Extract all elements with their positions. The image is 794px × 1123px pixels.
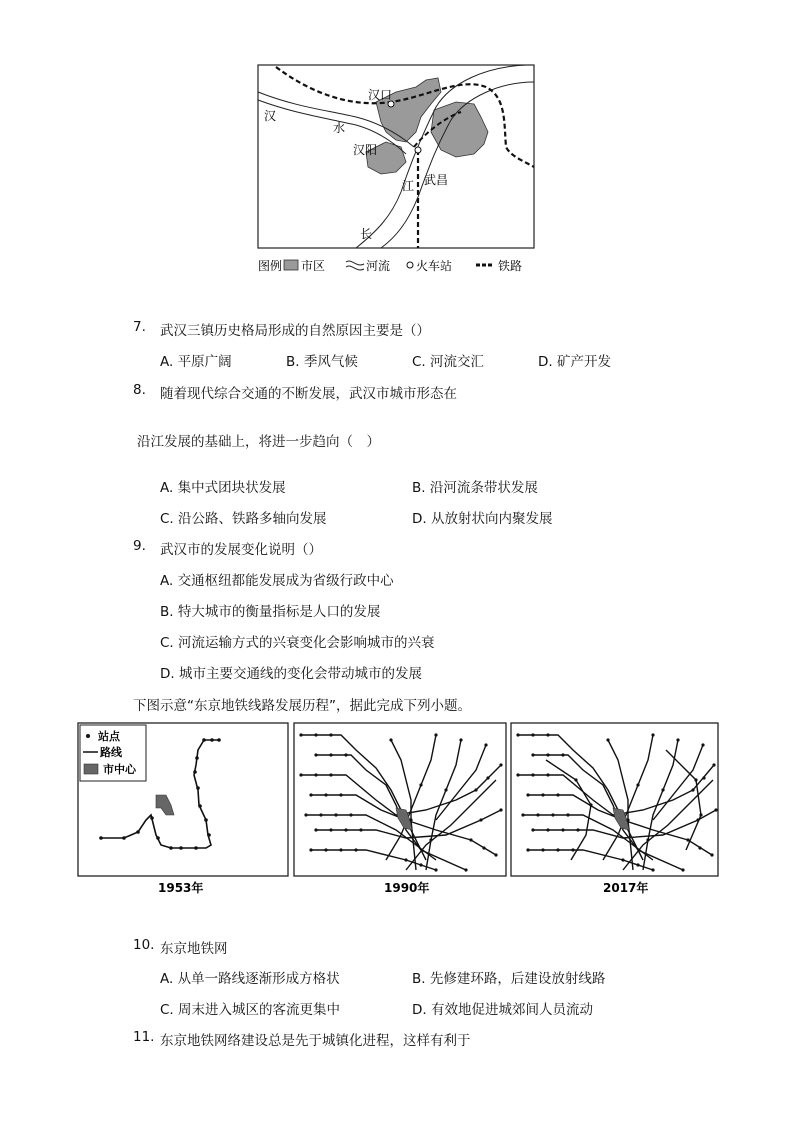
year-label-2017: 2017年 bbox=[603, 881, 649, 895]
legend-river: 河流 bbox=[366, 259, 391, 273]
label-han: 汉 bbox=[264, 109, 277, 123]
label-hanyang: 汉阳 bbox=[353, 143, 378, 157]
question-8-option-d[interactable]: D. 从放射状向内聚发展 bbox=[412, 511, 553, 527]
question-9-option-a[interactable]: A. 交通枢纽都能发展成为省级行政中心 bbox=[160, 573, 394, 589]
legend-railway: 铁路 bbox=[498, 259, 523, 273]
question-9-option-d[interactable]: D. 城市主要交通线的变化会带动城市的发展 bbox=[160, 666, 422, 682]
legend-station: 站点 bbox=[98, 730, 120, 743]
question-7-option-d[interactable]: D. 矿产开发 bbox=[538, 354, 611, 370]
station-wuchang bbox=[415, 147, 421, 153]
label-wuchang: 武昌 bbox=[424, 173, 449, 187]
question-10-number: 10. bbox=[133, 937, 155, 953]
question-10-stem: 东京地铁网 bbox=[160, 941, 228, 957]
year-label-1953: 1953年 bbox=[158, 881, 204, 895]
legend-urban: 市区 bbox=[301, 259, 326, 273]
question-7-option-a[interactable]: A. 平原广阔 bbox=[160, 354, 232, 370]
question-10-option-a[interactable]: A. 从单一路线逐渐形成方格状 bbox=[160, 971, 340, 987]
station-icon bbox=[407, 262, 413, 268]
tokyo-subway-maps bbox=[76, 720, 720, 902]
question-9-option-c[interactable]: C. 河流运输方式的兴衰变化会影响城市的兴衰 bbox=[160, 635, 435, 651]
question-7-option-c[interactable]: C. 河流交汇 bbox=[412, 354, 485, 370]
legend-urban-swatch bbox=[284, 260, 298, 270]
river-icon bbox=[346, 261, 364, 265]
year-label-1990: 1990年 bbox=[384, 881, 430, 895]
legend-title: 图例 bbox=[258, 259, 283, 273]
panel-2017 bbox=[511, 723, 718, 876]
question-8-option-c[interactable]: C. 沿公路、铁路多轴向发展 bbox=[160, 511, 327, 527]
wuhan-map bbox=[256, 62, 538, 278]
question-10-option-c[interactable]: C. 周末进入城区的客流更集中 bbox=[160, 1002, 341, 1018]
legend-station: 火车站 bbox=[416, 259, 453, 273]
question-8-number: 8. bbox=[133, 382, 146, 398]
label-jiang: 江 bbox=[402, 179, 415, 193]
label-chang: 长 bbox=[360, 227, 373, 241]
question-10-option-b[interactable]: B. 先修建环路，后建设放射线路 bbox=[412, 971, 606, 987]
label-shui: 水 bbox=[333, 121, 346, 135]
question-7-stem: 武汉三镇历史格局形成的自然原因主要是（） bbox=[160, 323, 430, 339]
question-8-stem: 随着现代综合交通的不断发展，武汉市城市形态在 bbox=[160, 386, 457, 402]
panel-1990 bbox=[294, 723, 506, 876]
question-8-option-b[interactable]: B. 沿河流条带状发展 bbox=[412, 480, 538, 496]
question-11-number: 11. bbox=[133, 1029, 155, 1045]
legend-center-icon bbox=[84, 764, 98, 774]
legend-station-icon bbox=[86, 734, 90, 738]
question-10-option-d[interactable]: D. 有效地促进城郊间人员流动 bbox=[412, 1002, 593, 1018]
legend-center: 市中心 bbox=[103, 763, 136, 776]
question-9-number: 9. bbox=[133, 538, 146, 554]
tokyo-intro: 下图示意“东京地铁线路发展历程”，据此完成下列小题。 bbox=[133, 698, 471, 714]
question-9-option-b[interactable]: B. 特大城市的衡量指标是人口的发展 bbox=[160, 604, 381, 620]
question-7-option-b[interactable]: B. 季风气候 bbox=[286, 354, 358, 370]
question-8-option-a[interactable]: A. 集中式团块状发展 bbox=[160, 480, 286, 496]
label-hankou: 汉口 bbox=[368, 88, 393, 102]
question-8-stem-continued: 沿江发展的基础上，将进一步趋向（ ） bbox=[137, 434, 380, 450]
question-9-stem: 武汉市的发展变化说明（） bbox=[160, 542, 322, 558]
question-11-stem: 东京地铁网络建设总是先于城镇化进程，这样有利于 bbox=[160, 1033, 471, 1049]
question-7-number: 7. bbox=[133, 319, 146, 335]
legend-route: 路线 bbox=[100, 746, 122, 759]
